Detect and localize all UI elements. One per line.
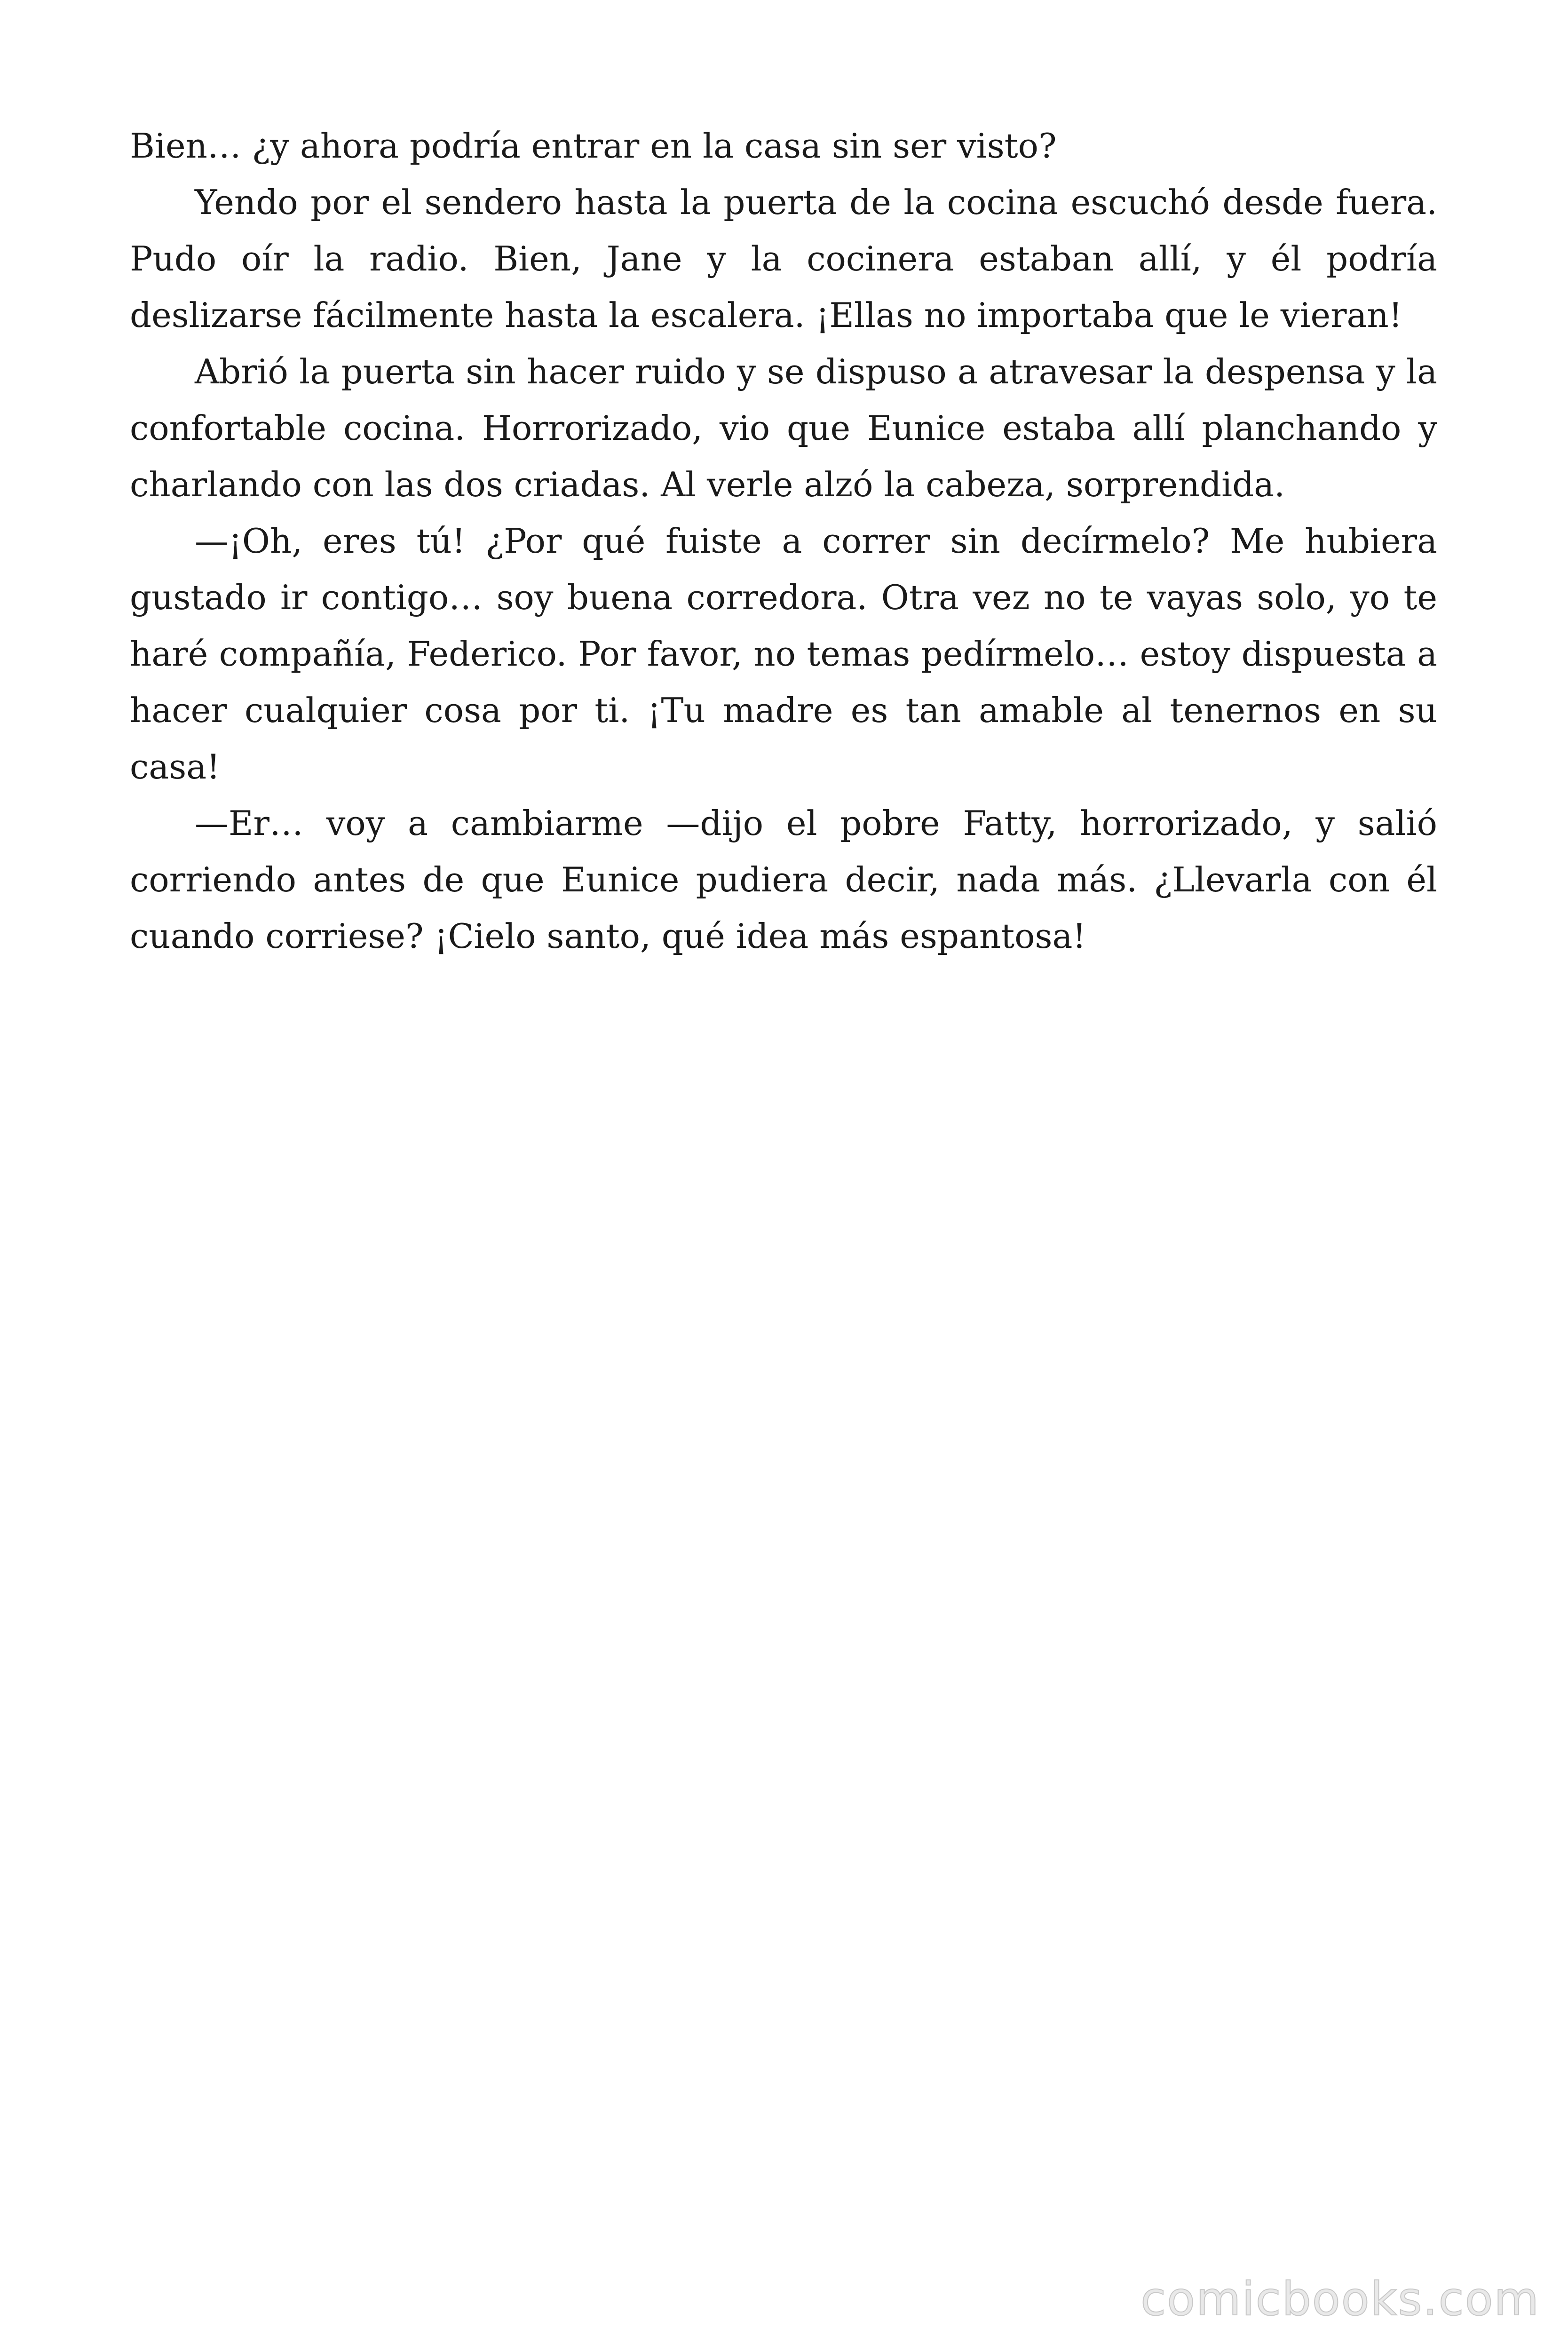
paragraph: —¡Oh, eres tú! ¿Por qué fuiste a correr sin decírmelo? Me hubiera gustado ir contigo… soy buena corredora. Otra vez no te vayas solo, yo te haré compañía, Federico. Por favor, no temas pedírmelo… estoy dispuesta a hacer cualquier cosa por ti. ¡Tu madre es tan amable al tenernos en su casa! xyxy=(130,521,1437,787)
paragraph: Abrió la puerta sin hacer ruido y se dispuso a atravesar la despensa y la confortable cocina. Horrorizado, vio que Eunice estaba allí planchando y charlando con las dos criadas. Al verle alzó la cabeza, sorprendida. xyxy=(130,352,1437,504)
paragraph: —Er… voy a cambiarme —dijo el pobre Fatty, horrorizado, y salió corriendo antes de que Eunice pudiera decir, nada más. ¿Llevarla con él cuando corriese? ¡Cielo santo, qué idea más espantosa! xyxy=(130,803,1437,956)
body-text xyxy=(130,118,1437,964)
paragraph: Yendo por el sendero hasta la puerta de la cocina escuchó desde fuera. Pudo oír la radio. Bien, Jane y la cocinera estaban allí, y él podría deslizarse fácilmente hasta la escalera. ¡Ellas no importaba que le vieran! xyxy=(130,183,1437,335)
watermark: comicbooks.com xyxy=(1140,2273,1540,2326)
paragraph: Bien… ¿y ahora podría entrar en la casa sin ser visto? xyxy=(130,126,1057,166)
